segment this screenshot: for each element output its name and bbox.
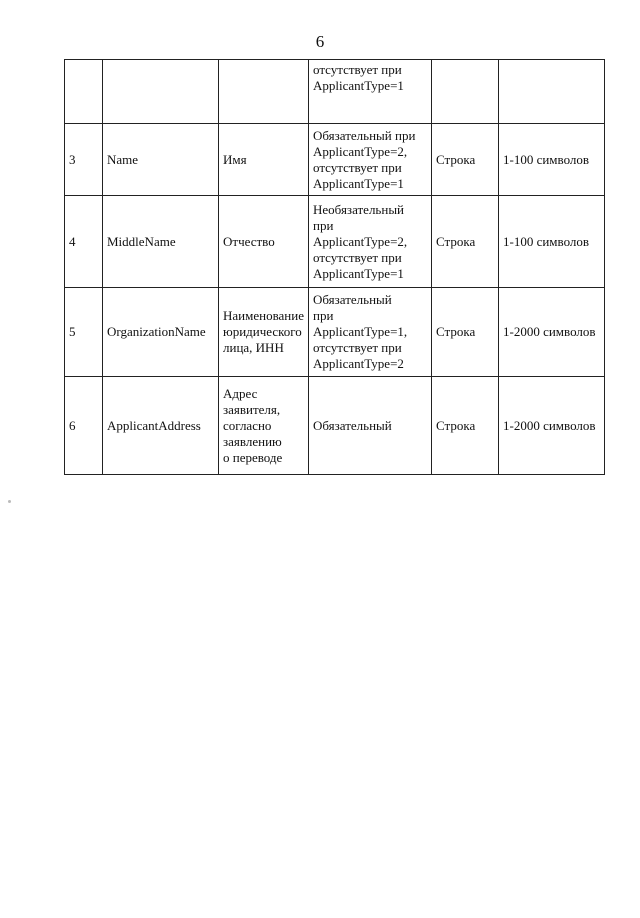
row-number-cell: 4 [65, 196, 103, 288]
field-name-cell [103, 60, 219, 124]
requirement-cell: отсутствует при ApplicantType=1 [309, 60, 432, 124]
field-name-cell: OrganizationName [103, 288, 219, 377]
field-label-cell [219, 60, 309, 124]
field-label-cell: Адрес заявителя, согласно заявлению о переводе [219, 377, 309, 475]
length-cell: 1-2000 символов [499, 288, 605, 377]
table-row [65, 124, 605, 196]
requirement-cell: Обязательный при ApplicantType=1, отсутствует при ApplicantType=2 [309, 288, 432, 377]
requirement-cell: Необязательный при ApplicantType=2, отсутствует при ApplicantType=1 [309, 196, 432, 288]
type-cell: Строка [432, 288, 499, 377]
row-number-cell: 5 [65, 288, 103, 377]
page-number: 6 [315, 32, 325, 51]
field-label-cell: Имя [219, 124, 309, 196]
scan-speck [8, 500, 11, 503]
table-row [65, 377, 605, 475]
table-row [65, 60, 605, 124]
type-cell [432, 60, 499, 124]
length-cell [499, 60, 605, 124]
type-cell: Строка [432, 196, 499, 288]
row-number-cell [65, 60, 103, 124]
table-row [65, 288, 605, 377]
length-cell: 1-100 символов [499, 124, 605, 196]
type-cell: Строка [432, 377, 499, 475]
field-name-cell: Name [103, 124, 219, 196]
specification-table [64, 59, 605, 475]
requirement-cell: Обязательный [309, 377, 432, 475]
row-number-cell: 6 [65, 377, 103, 475]
length-cell: 1-2000 символов [499, 377, 605, 475]
field-label-cell: Отчество [219, 196, 309, 288]
type-cell: Строка [432, 124, 499, 196]
field-name-cell: MiddleName [103, 196, 219, 288]
table-row [65, 196, 605, 288]
field-name-cell: ApplicantAddress [103, 377, 219, 475]
length-cell: 1-100 символов [499, 196, 605, 288]
requirement-cell: Обязательный при ApplicantType=2, отсутствует при ApplicantType=1 [309, 124, 432, 196]
row-number-cell: 3 [65, 124, 103, 196]
field-label-cell: Наименование юридического лица, ИНН [219, 288, 309, 377]
